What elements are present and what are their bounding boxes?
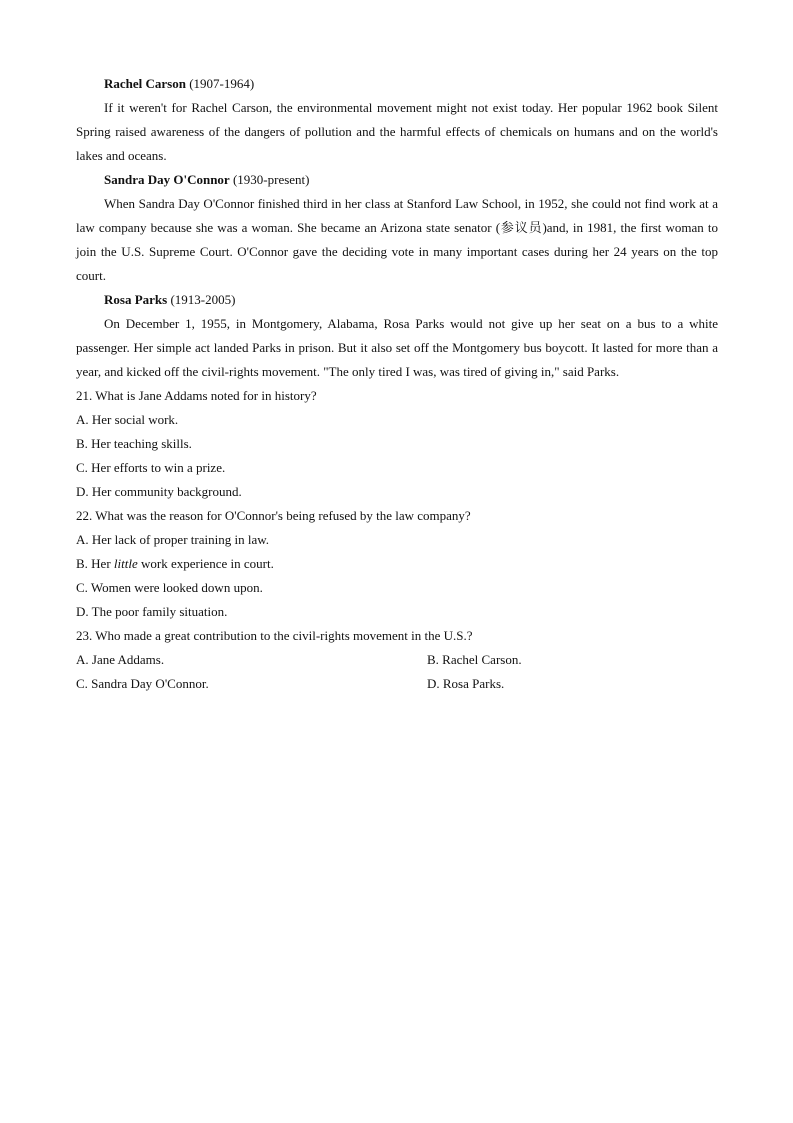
option-21b: B. Her teaching skills. bbox=[76, 436, 192, 451]
person-name: Rosa Parks bbox=[104, 292, 168, 307]
person-heading bbox=[76, 72, 718, 96]
person-heading bbox=[76, 168, 718, 192]
person-heading bbox=[76, 288, 718, 312]
option-22d: D. The poor family situation. bbox=[76, 604, 228, 619]
option-22b-italic-word: little bbox=[113, 556, 138, 571]
document-page bbox=[76, 72, 718, 696]
option-21c: C. Her efforts to win a prize. bbox=[76, 460, 226, 475]
option-23c: C. Sandra Day O'Connor. bbox=[76, 676, 209, 691]
options-row bbox=[76, 648, 718, 672]
person-paragraph: On December 1, 1955, in Montgomery, Alabama, Rosa Parks would not give up her seat on a bus to a white passenger. Her simple act landed Parks in prison. But it also set off the Montgomery bus boycott. It lasted for more than a year, and kicked off the civil-rights movement. "The only tired I was, was tired of giving in," said Parks. bbox=[76, 316, 718, 379]
question-22: 22. What was the reason for O'Connor's being refused by the law company? bbox=[76, 508, 471, 523]
person-years: (1913-2005) bbox=[170, 292, 236, 307]
person-name: Sandra Day O'Connor bbox=[104, 172, 230, 187]
option-22b bbox=[76, 552, 718, 576]
option-21d: D. Her community background. bbox=[76, 484, 242, 499]
person-paragraph: If it weren't for Rachel Carson, the environmental movement might not exist today. Her popular 1962 book Silent Spring raised awareness of the dangers of pollution and the harmful effects of chemicals on humans and on the world's lakes and oceans. bbox=[76, 100, 718, 163]
option-23a: A. Jane Addams. bbox=[76, 652, 165, 667]
option-22c: C. Women were looked down upon. bbox=[76, 580, 263, 595]
option-23b: B. Rachel Carson. bbox=[427, 652, 522, 667]
question-23: 23. Who made a great contribution to the civil-rights movement in the U.S.? bbox=[76, 628, 473, 643]
option-22a: A. Her lack of proper training in law. bbox=[76, 532, 270, 547]
person-years: (1907-1964) bbox=[189, 76, 255, 91]
question-21: 21. What is Jane Addams noted for in history? bbox=[76, 388, 317, 403]
option-22b-prefix: B. Her bbox=[76, 556, 111, 571]
option-23d: D. Rosa Parks. bbox=[427, 676, 505, 691]
person-paragraph: When Sandra Day O'Connor finished third in her class at Stanford Law School, in 1952, she could not find work at a law company because she was a woman. She became an Arizona state senator (参议员)and, in 1981, the first woman to join the U.S. Supreme Court. O'Connor gave the deciding vote in many important cases during her 24 years on the top court. bbox=[76, 196, 718, 283]
person-years: (1930-present) bbox=[232, 172, 310, 187]
person-name: Rachel Carson bbox=[104, 76, 186, 91]
options-row bbox=[76, 672, 718, 696]
option-22b-suffix: work experience in court. bbox=[141, 556, 274, 571]
option-21a: A. Her social work. bbox=[76, 412, 179, 427]
